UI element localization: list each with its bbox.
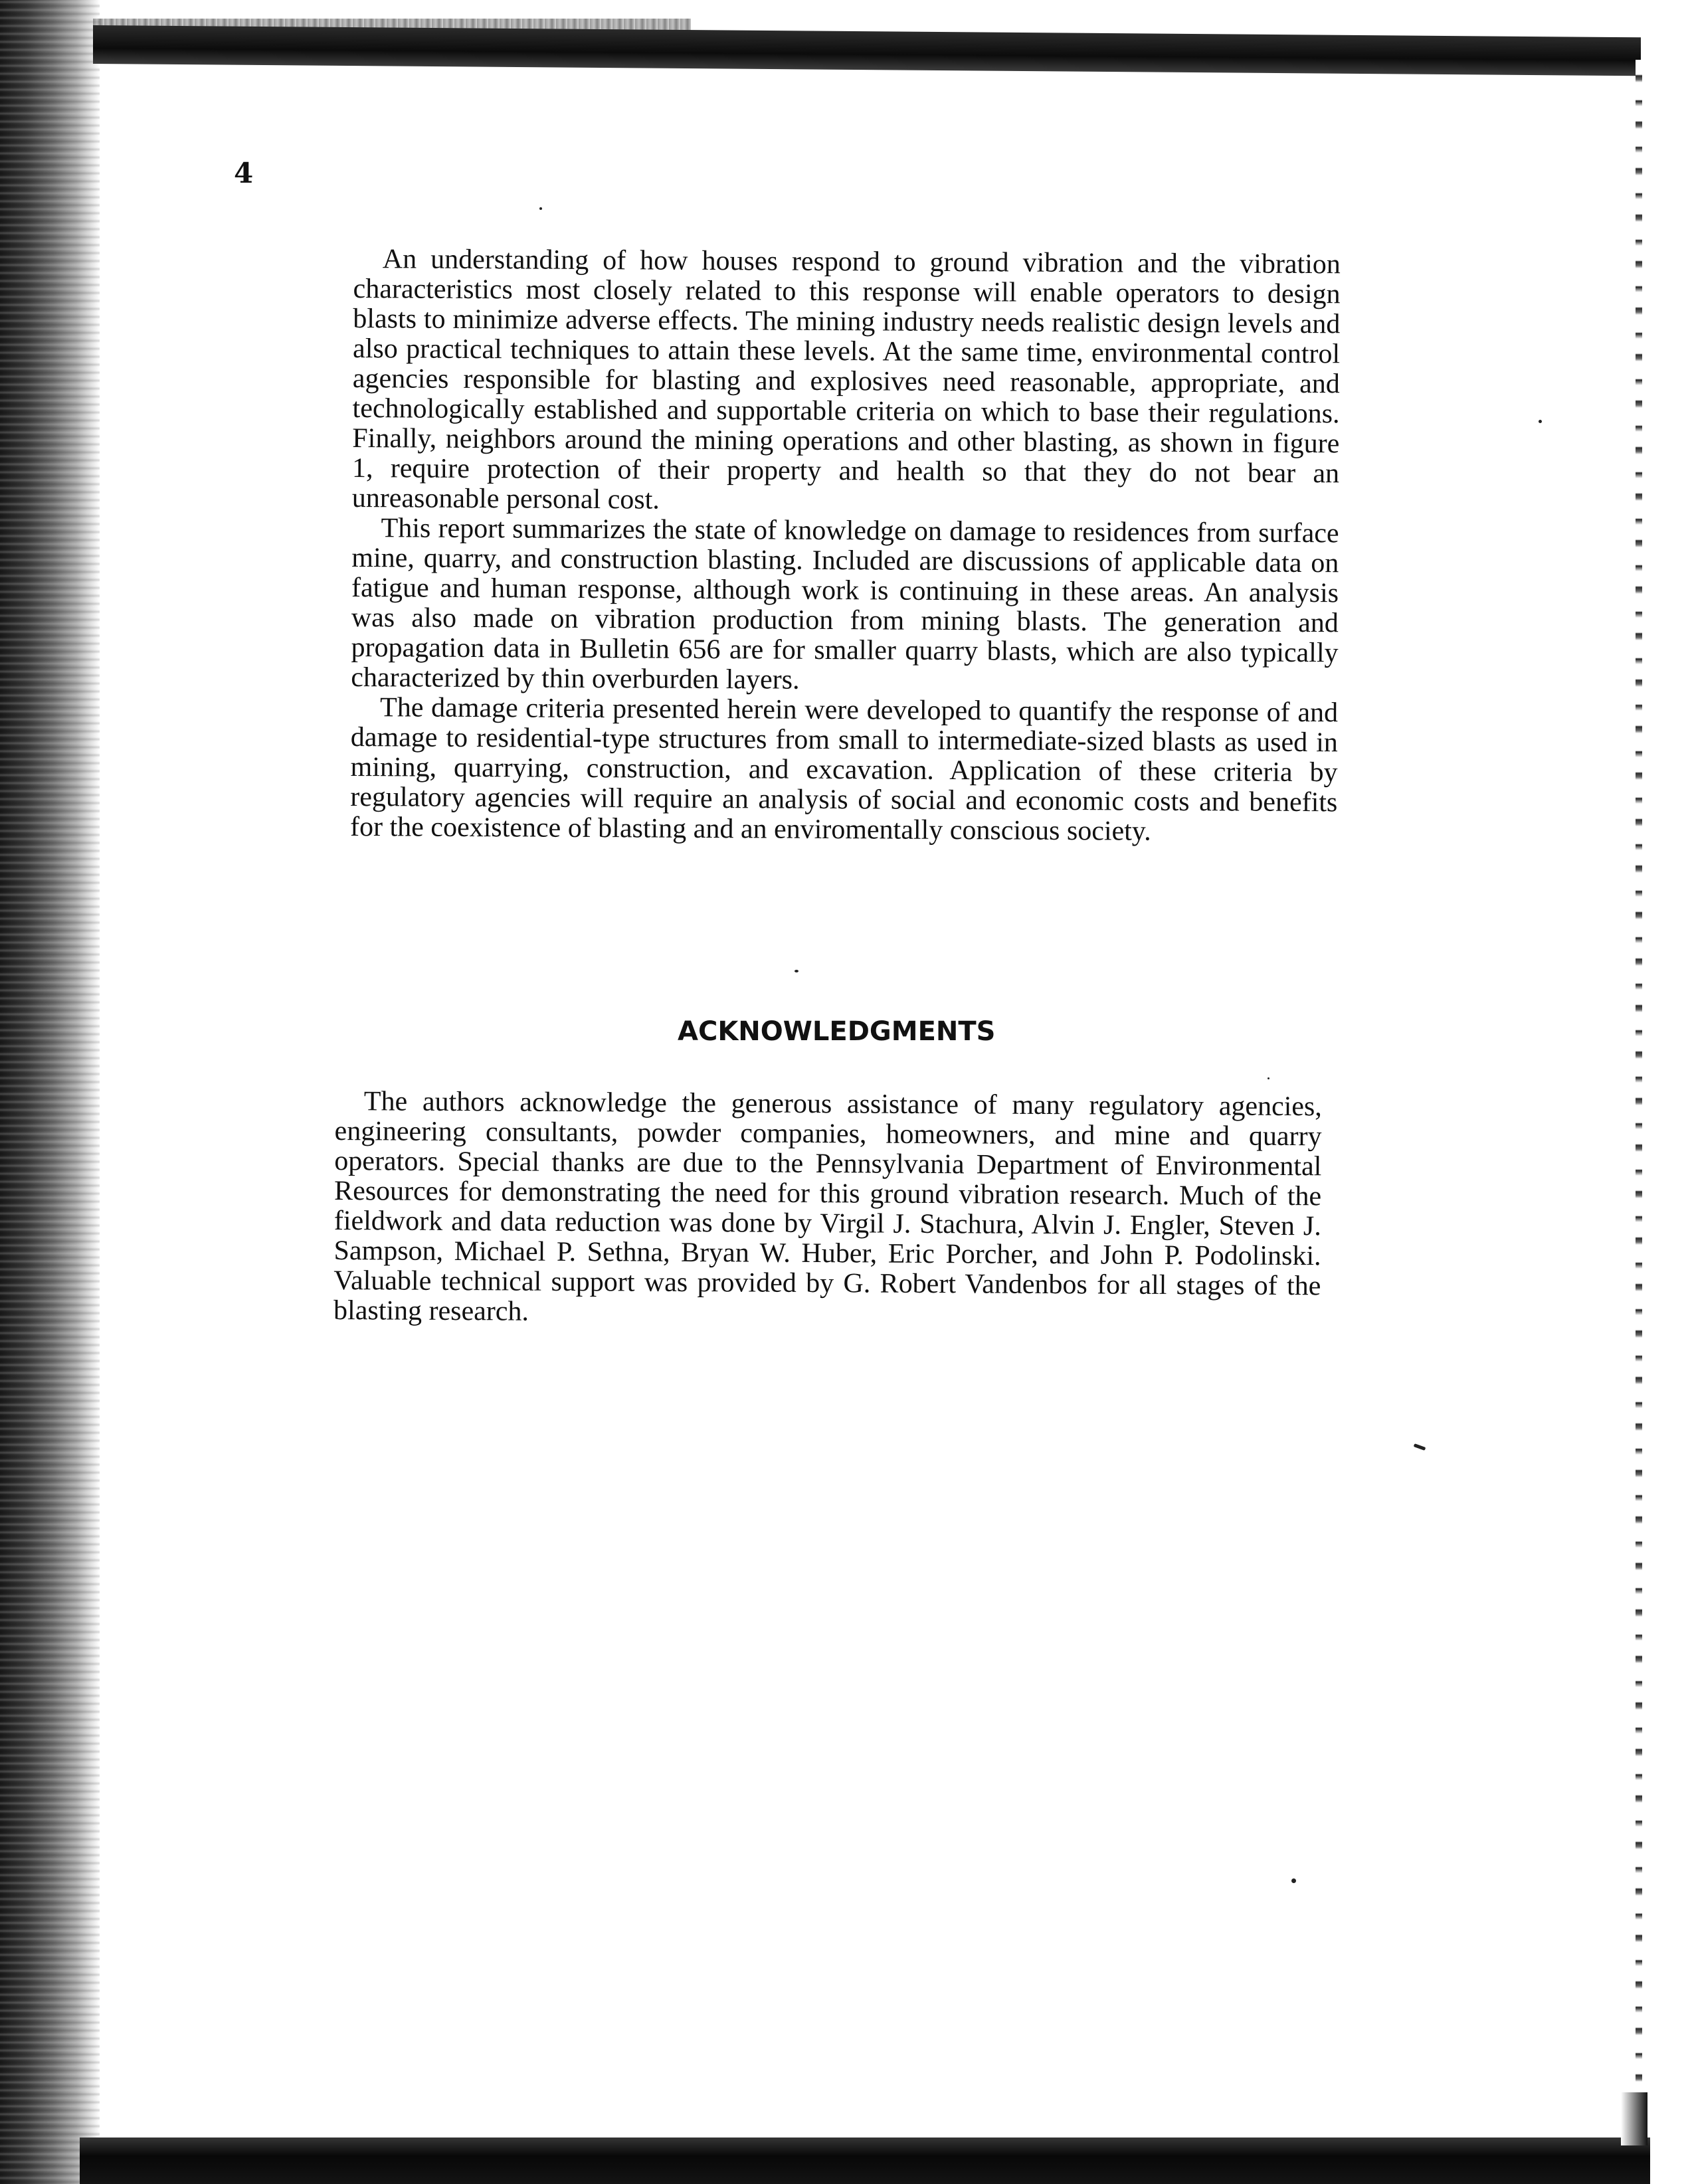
acknowledgments-paragraph: The authors acknowledge the generous assistance of many regulatory agencies, engineering consultants, powder companies, homeowners, and mine and quarry operators. Special thanks are due to the Pennsylvania Department of Environmental Resources for demonstrating the need for this ground vibration research. Much of the fieldwork and data reduction was done by Virgil J. Stachura, Alvin J. Engler, Steven J. Sampson, Michael P. Sethna, Bryan W. Huber, Eric Porcher, and John P. Podolinski. Valuable technical support was provided by G. Robert Vandenbos for all stages of the blasting research. — [333, 1086, 1322, 1327]
body-paragraph: This report summarizes the state of knowledge on damage to residences from surface mine, quarry, and construction blasting. Included are discussions of applicable data on fatigue and human response, although work is continuing in these areas. An analysis was also made on vibration production from mining blasts. The generation and propagation data in Bulletin 656 are for smaller quarry blasts, which are also typically characterized by thin overburden layers. — [351, 513, 1339, 695]
body-paragraph: The damage criteria presented herein were developed to quantify the response of and damage to residential-type structures from small to intermediate-sized blasts as used in mining, quarrying, construction, and excavation. Application of these criteria by regulatory agencies will require an analysis of social and economic costs and benefits for the coexistence of blasting and an enviromentally conscious society. — [349, 692, 1339, 847]
scan-speck — [1268, 1077, 1269, 1079]
scan-speck — [539, 207, 542, 210]
acknowledgments-heading: ACKNOWLEDGMENTS — [678, 1016, 996, 1047]
scan-right-edge — [1636, 60, 1642, 2145]
body-text — [350, 244, 1341, 848]
acknowledgments-text — [333, 1087, 1322, 1331]
scan-top-bar — [93, 25, 1641, 76]
body-paragraph: An understanding of how houses respond to ground vibration and the vibration characteristics most closely related to this response will enable operators to design blasts to minimize adverse effects. The mining industry needs realistic design levels and also practical techniques to attain these levels. At the same time, environmental control agencies responsible for blasting and explosives need reasonable, appropriate, and technologically established and supportable criteria on which to base their regulations. Finally, neighbors around the mining operations and other blasting, as shown in figure 1, require protection of their property and health so that they do not bear an unreasonable personal cost. — [351, 244, 1341, 515]
scan-speck — [795, 970, 798, 972]
scan-speck — [1291, 1878, 1296, 1883]
scan-bottom-bar — [80, 2138, 1650, 2184]
scan-left-speckle — [0, 0, 100, 2184]
scan-speck — [1414, 1443, 1426, 1451]
scan-speck — [1539, 420, 1542, 423]
page-number: 4 — [234, 157, 254, 189]
scan-right-corner — [1621, 2092, 1647, 2145]
